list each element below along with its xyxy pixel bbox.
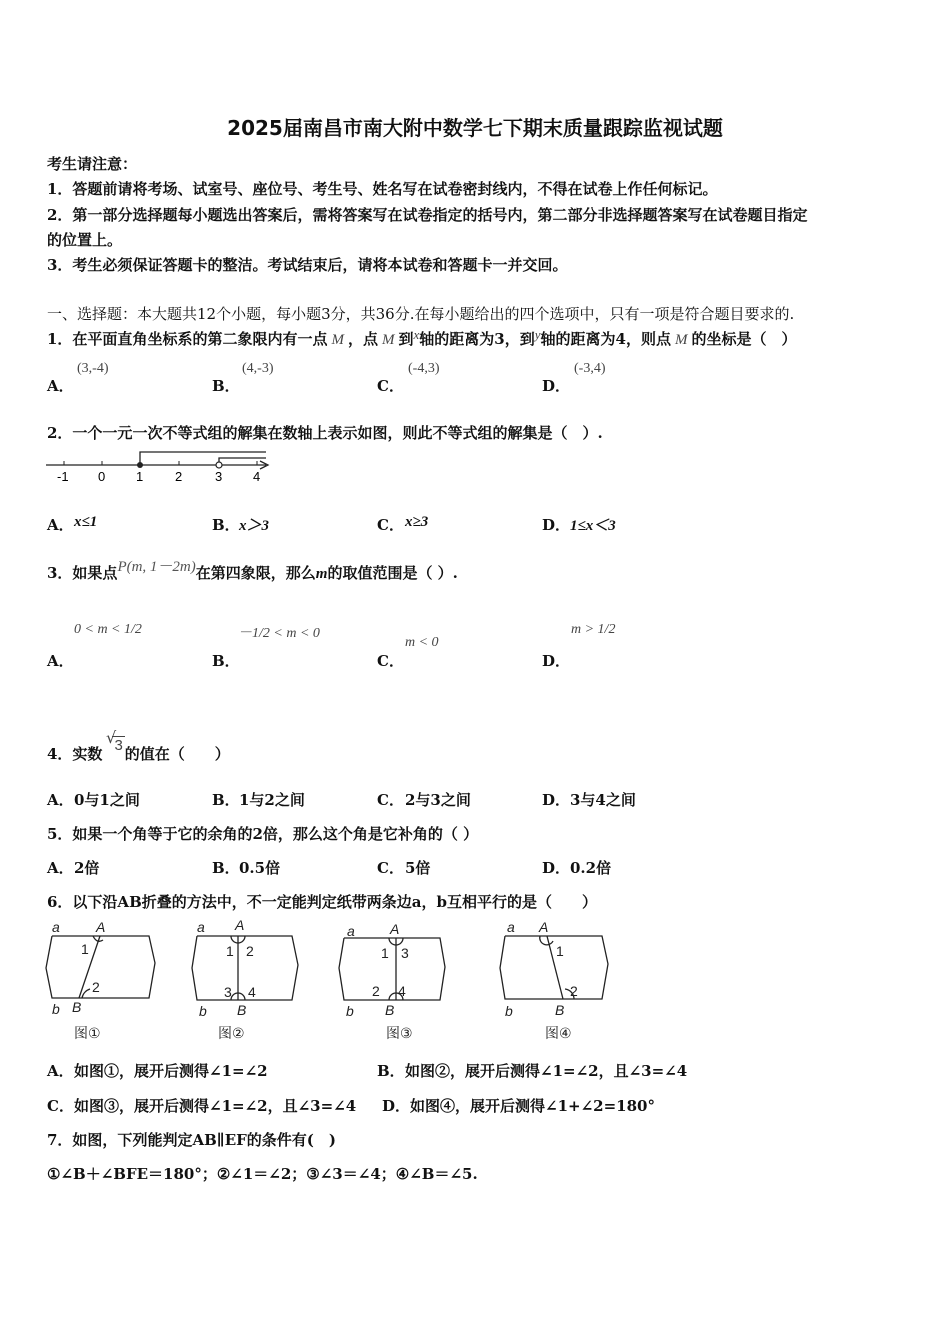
math-var: M: [331, 332, 344, 348]
fig-label: B: [385, 1002, 395, 1018]
option-label[interactable]: A．: [47, 516, 74, 534]
option-value: 如图④，展开后测得∠1+∠2=180°: [410, 1097, 655, 1115]
option-value: (‑3,4): [574, 361, 606, 376]
q1-part: 的坐标是（ ）: [691, 330, 797, 348]
figure-caption: 图③: [386, 1025, 413, 1041]
figure-caption: 图①: [74, 1025, 101, 1041]
fig-label: A: [96, 919, 106, 935]
option-label[interactable]: B．: [212, 652, 240, 670]
option-value: 3与4之间: [570, 791, 636, 809]
option-label[interactable]: A．: [47, 791, 74, 809]
angle-label: 2: [372, 983, 380, 999]
option-value: (‑4,3): [408, 361, 440, 376]
option-value: 如图③，展开后测得∠1=∠2，且∠3=∠4: [74, 1097, 357, 1115]
option-value: x≥3: [405, 514, 429, 530]
option-value: (3,‑4): [77, 361, 109, 376]
question-4-text: [47, 737, 230, 764]
option-label[interactable]: C．: [377, 377, 404, 395]
q3-part: 3．如果点: [47, 564, 118, 582]
option-value: 5倍: [405, 859, 431, 877]
angle-label: 2: [246, 943, 254, 959]
option-label[interactable]: D．: [382, 1097, 411, 1115]
option-label[interactable]: B．: [212, 516, 240, 534]
q1-part: 1．在平面直角坐标系的第二象限内有一点: [47, 330, 328, 348]
axis-tick-label: 4: [253, 469, 261, 484]
axis-tick-label: 2: [175, 469, 183, 484]
question-7-text: 7．如图，下列能判定AB∥EF的条件有( ): [47, 1131, 336, 1149]
angle-label: 1: [81, 941, 89, 957]
option-value: 2倍: [74, 859, 100, 877]
sqrt-symbol-icon: √: [106, 728, 117, 747]
fig-label: A: [235, 917, 245, 933]
axis-tick-label: 0: [98, 469, 106, 484]
fig-label: b: [199, 1003, 207, 1019]
option-value: 0 < m < 1/2: [74, 622, 142, 637]
option-label[interactable]: D．: [542, 516, 571, 534]
page-title: 2025届南昌市南大附中数学七下期末质量跟踪监视试题: [227, 116, 723, 140]
figure-caption: 图②: [218, 1025, 245, 1041]
fig-label: A: [539, 919, 549, 935]
option-label[interactable]: C．: [377, 859, 404, 877]
question-1-text: [47, 328, 796, 349]
option-value: (4,‑3): [242, 361, 274, 376]
angle-label: 3: [401, 945, 409, 961]
question-6-text: 6．以下沿AB折叠的方法中，不一定能判定纸带两条边a，b互相平行的是（ ）: [47, 893, 597, 911]
option-value: 1≤x＜3: [570, 518, 616, 534]
fig-label: a: [52, 919, 60, 935]
notice-item: 2．第一部分选择题每小题选出答案后，需将答案写在试卷指定的括号内，第二部分非选择题答案写在试卷题目指定: [47, 206, 808, 224]
option-label[interactable]: C．: [377, 791, 404, 809]
fig-label: B: [237, 1002, 247, 1018]
option-value: 如图①，展开后测得∠1=∠2: [74, 1062, 268, 1080]
option-label[interactable]: D．: [542, 859, 571, 877]
option-label[interactable]: A．: [47, 652, 74, 670]
option-label[interactable]: B．: [212, 377, 240, 395]
q1-part: 到: [398, 330, 414, 348]
option-value: 0.5倍: [239, 859, 281, 877]
notice-item: 的位置上。: [47, 231, 123, 249]
fig-label: A: [390, 921, 400, 937]
q4-part: 的值在（ ）: [124, 745, 230, 763]
option-value: 如图②，展开后测得∠1=∠2，且∠3=∠4: [405, 1062, 688, 1080]
angle-label: 1: [381, 945, 389, 961]
option-value: 2与3之间: [405, 791, 471, 809]
option-label[interactable]: B．: [212, 791, 240, 809]
math-var: y: [534, 327, 541, 342]
q4-part: 4．实数: [47, 745, 103, 763]
option-label[interactable]: C．: [377, 652, 404, 670]
question-5-text: 5．如果一个角等于它的余角的2倍，那么这个角是它补角的（ ）: [47, 825, 479, 843]
notice-heading: 考生请注意：: [47, 155, 138, 173]
math-var: M: [381, 332, 395, 348]
fig-label: b: [505, 1003, 513, 1019]
option-label[interactable]: D．: [542, 652, 571, 670]
angle-label: 4: [248, 984, 256, 1000]
angle-label: 2: [570, 983, 578, 999]
option-value: －1/2 < m < 0: [238, 626, 320, 641]
fig-label: b: [52, 1001, 60, 1017]
axis-tick-label: -1: [57, 469, 69, 484]
question-7-conditions: ①∠B＋∠BFE＝180°；②∠1＝∠2；③∠3＝∠4；④∠B＝∠5.: [47, 1165, 478, 1183]
notice-item: 3．考生必须保证答题卡的整洁。考试结束后，请将本试卷和答题卡一并交回。: [47, 256, 568, 274]
option-value: 1与2之间: [239, 791, 305, 809]
q1-part: ，点: [347, 330, 378, 348]
fig-label: b: [346, 1003, 354, 1019]
fig-label: B: [72, 999, 82, 1015]
notice-item: 1．答题前请将考场、试室号、座位号、考生号、姓名写在试卷密封线内，不得在试卷上作任何标记。: [47, 180, 718, 198]
fig-label: a: [507, 919, 515, 935]
q3-part: 的取值范围是（ ）.: [327, 564, 458, 582]
option-value: 0.2倍: [570, 859, 612, 877]
number-line-figure: [44, 446, 274, 488]
q1-part: 轴的距离为3，到: [419, 330, 535, 348]
option-label[interactable]: A．: [47, 859, 74, 877]
angle-label: 1: [556, 943, 564, 959]
option-label[interactable]: D．: [542, 791, 571, 809]
fig-label: a: [347, 923, 355, 939]
option-label[interactable]: D．: [542, 377, 571, 395]
angle-label: 1: [226, 943, 234, 959]
math-var: M: [674, 332, 688, 348]
option-value: x≤1: [74, 514, 98, 530]
question-2-text: 2．一个一元一次不等式组的解集在数轴上表示如图，则此不等式组的解集是（ ）.: [47, 424, 603, 442]
math-point: P(m, 1－2m): [117, 559, 196, 575]
option-value: 0与1之间: [74, 791, 140, 809]
option-value: x＞3: [239, 518, 270, 534]
math-var: x: [413, 327, 420, 342]
angle-label: 2: [92, 979, 100, 995]
option-value: m < 0: [405, 635, 439, 650]
q3-part: 在第四象限，那么: [195, 564, 316, 582]
option-label[interactable]: C．: [377, 516, 404, 534]
section-heading: 一、选择题：本大题共12个小题，每小题3分，共36分.在每小题给出的四个选项中，只有一项是符合题目要求的.: [47, 305, 795, 323]
option-label[interactable]: B．: [377, 1062, 405, 1080]
fig-label: a: [197, 919, 205, 935]
math-var: m: [315, 566, 328, 582]
option-label[interactable]: A．: [47, 377, 74, 395]
figure-caption: 图④: [545, 1025, 572, 1041]
axis-tick-label: 3: [215, 469, 223, 484]
axis-tick-label: 1: [136, 469, 144, 484]
option-value: m > 1/2: [571, 622, 616, 637]
angle-label: 3: [224, 984, 232, 1000]
option-label[interactable]: C．: [47, 1097, 74, 1115]
fig-label: B: [555, 1002, 565, 1018]
fold-figures: [42, 916, 622, 1048]
q1-part: 轴的距离为4，则点: [540, 330, 671, 348]
angle-label: 4: [398, 983, 406, 999]
question-3-text: [47, 559, 458, 583]
sqrt-radicand: 3: [114, 737, 123, 754]
option-label[interactable]: B．: [212, 859, 240, 877]
option-label[interactable]: A．: [47, 1062, 74, 1080]
